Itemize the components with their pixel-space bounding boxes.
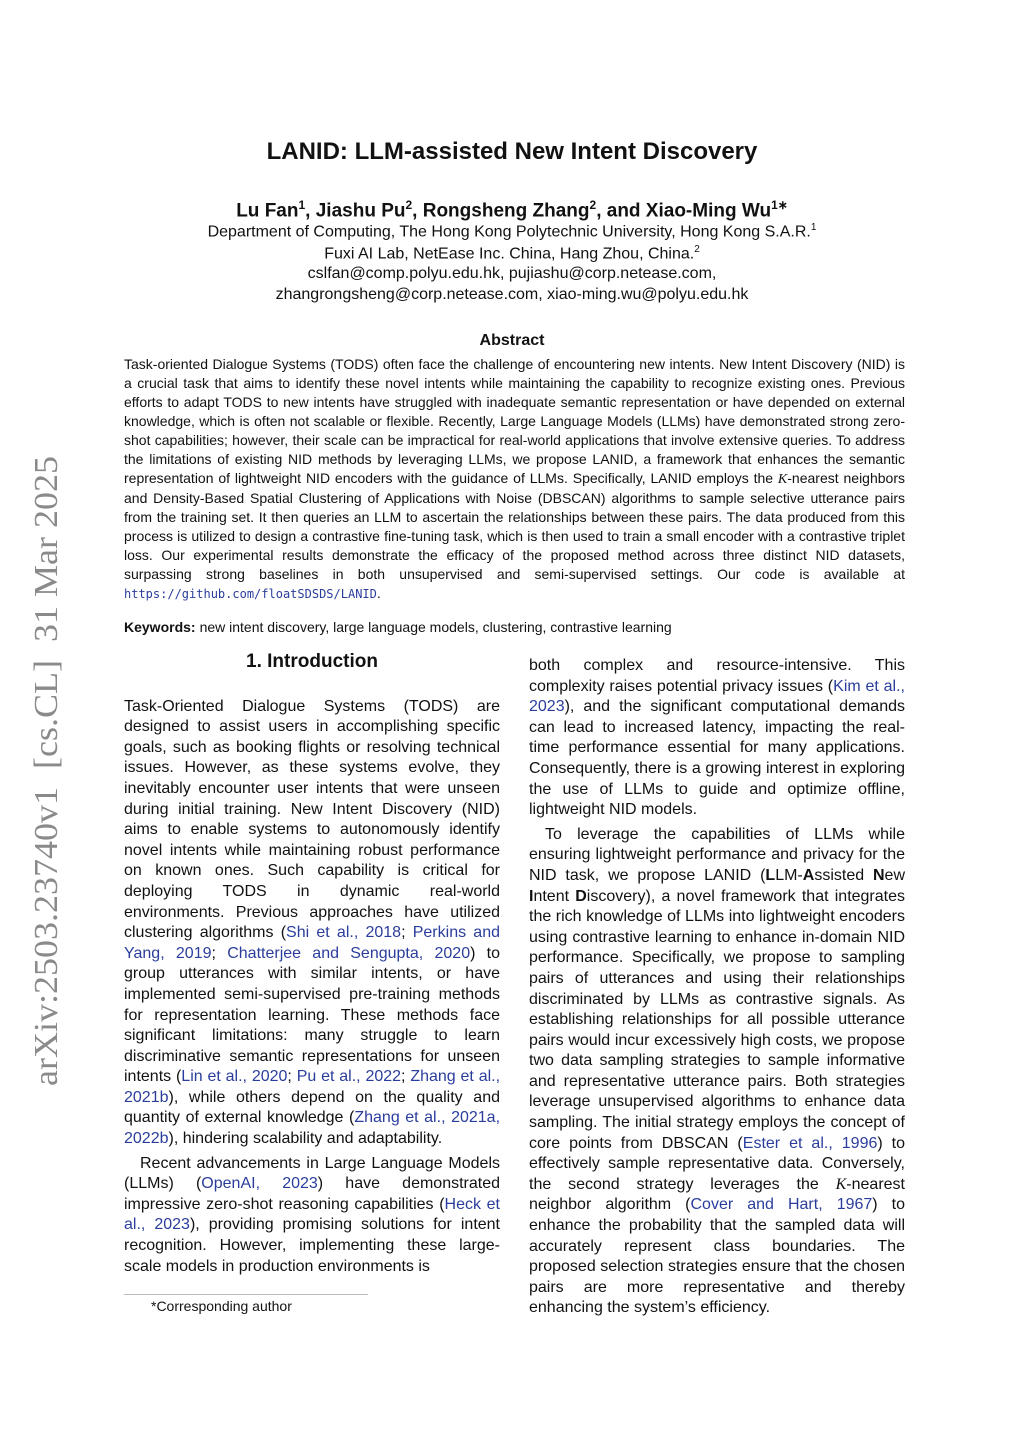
citation-link[interactable]: Zhang et al., 2021b: [124, 1068, 501, 1106]
citation-year: 2023: [154, 1216, 190, 1234]
text-run: both complex and resource-intensive. This complexity raises potential privacy issues (: [529, 657, 905, 695]
text-run: ntent: [533, 887, 576, 905]
author-affiliation-marker: 2: [405, 198, 413, 212]
keywords-line: [124, 619, 905, 635]
text-run: ), a novel framework that integrates the rich knowledge of LLMs into lightweight encoders using contrastive learning to enhance in-domain NID performance. Specifically, we propose to sampling pairs of utterances and using their relationships discriminated by LLMs as contrastive signals. As establishing relationships for all possible utterance pairs would incur excessively high costs, we propose two data sampling strategies to sample informative and representative utterance pairs. Both strategies leverage unsupervised algorithms to enhance data sampling. The initial strategy employs the concept of core points from DBSCAN (: [529, 887, 906, 1152]
citation-author: OpenAI: [201, 1175, 256, 1193]
arxiv-identifier-stamp: [20, 450, 70, 1090]
acronym-letter: I: [529, 887, 534, 905]
author-name: Rongsheng Zhang: [422, 200, 590, 222]
text-run: ), hindering scalability and adaptability.: [168, 1130, 443, 1148]
citation-link[interactable]: Kim et al., 2023: [529, 677, 905, 716]
text-run: ), providing promising solutions for intent recognition. However, implementing these large-scale models in production environments is: [124, 1216, 501, 1275]
affiliation-marker: 2: [694, 244, 700, 255]
text-run: ) to enhance the probability that the sampled data will accurately represent class boundaries. The proposed selection strategies ensure that the chosen pairs are more representative and thereby enhancing the system’s efficiency.: [529, 1196, 906, 1317]
author-name: Lu Fan: [236, 200, 299, 222]
text-run: ew: [884, 866, 905, 884]
abstract-text: [124, 355, 905, 604]
author-affiliation-marker: 1: [298, 198, 306, 212]
keywords-text: new intent discovery, large language models, clustering, contrastive learning: [199, 619, 672, 635]
abstract-text-part: Task-oriented Dialogue Systems (TODS) often face the challenge of encountering new intents. New Intent Discovery (NID) is a crucial task that aims to identify these novel intents while maintaining the capability to recognize existing ones. Previous efforts to adapt TODS to new intents have struggled with inadequate semantic representation or have depended on external knowledge, which is often not scalable or flexible. Recently, Large Language Models (LLMs) have demonstrated strong zero-shot capabilities; however, their scale can be impractical for real-world applications that involve extensive queries. To address the limitations of existing NID methods by leveraging LLMs, we propose LANID, a framework that enhances the semantic representation of lightweight NID encoders with the guidance of LLMs. Specifically, LANID employs the: [124, 356, 905, 486]
affiliation-line: [0, 244, 1024, 263]
footnote-divider: [124, 1294, 368, 1295]
citation-link[interactable]: Heck et al., 2023: [124, 1195, 500, 1234]
citation-year: 1996: [841, 1134, 878, 1152]
paragraph: [529, 656, 905, 821]
citation-author: Ester et al.: [742, 1134, 829, 1152]
math-symbol: K: [835, 1175, 847, 1193]
paper-title: LANID: LLM-assisted New Intent Discovery: [266, 138, 758, 165]
arxiv-identifier-text: arXiv:2503.23740v1 [cs.CL] 31 Mar 2025: [28, 491, 65, 1086]
text-run: ) to effectively sample representative data. Conversely, the second strategy leverages the: [529, 1134, 906, 1193]
text-run: ), while others depend on the quality and quantity of external knowledge (: [124, 1088, 500, 1127]
keywords-label: Keywords:: [124, 619, 196, 635]
citation-year: 2020: [251, 1068, 288, 1086]
citation-author: Cover and Hart: [690, 1196, 819, 1214]
author-affiliation-marker: 1∗: [771, 198, 788, 212]
citation-link[interactable]: Ester et al., 1996: [742, 1134, 878, 1152]
author-emails: zhangrongsheng@corp.netease.com, xiao-ming.wu@polyu.edu.hk: [275, 286, 749, 303]
right-column: [529, 656, 905, 1319]
abstract-text-part: -nearest neighbors and Density-Based Spatial Clustering of Applications with Noise (DBSCAN) algorithms to sample selective utterance pairs from the training set. It then queries an LLM to ascertain the relationships between these pairs. The data produced from this process is utilized to design a contrastive fine-tuning task, which is then used to train a small encoder with a contrastive triplet loss. Our experimental results demonstrate the efficacy of the proposed method across three distinct NID datasets, surpassing strong baselines in both unsupervised and semi-supervised settings. Our code is available at: [124, 470, 905, 582]
paragraph: [529, 825, 905, 1319]
author-name: and Xiao-Ming Wu: [606, 200, 772, 222]
text-run: ) to group utterances with similar intents, or have implemented semi-supervised pre-training methods for representation learning. These methods face significant limitations: many struggle to learn discriminative semantic representations for unseen intents (: [124, 944, 501, 1086]
citation-year: 2021a: [451, 1109, 496, 1127]
affiliation-marker: 1: [810, 222, 817, 233]
citation-author: Perkins and Yang: [124, 924, 500, 962]
citation-author: Zhang et al.: [410, 1068, 496, 1086]
acronym-letter: L: [765, 866, 776, 884]
acronym-letter: A: [802, 866, 815, 884]
text-run: Task-Oriented Dialogue Systems (TODS) are designed to assist users in accomplishing specific goals, such as booking flights or resolving technical issues. However, as these systems evolve, they inevitably encounter user intents that were unseen during initial training. New Intent Discovery (NID) aims to enable systems to autonomously identify novel intents while maintaining robust performance on known ones. Such capability is critical for deploying TODS in dynamic real-world environments. Previous approaches have utilized clustering algorithms (: [124, 697, 500, 942]
citation-author: Pu et al.: [296, 1068, 357, 1086]
citation-link[interactable]: Zhang et al., 2021a, 2022b: [124, 1109, 501, 1148]
citation-author: Shi et al.: [286, 924, 354, 942]
affiliation-text: Fuxi AI Lab, NetEase Inc. China, Hang Zhou, China.: [324, 245, 695, 263]
citation-year: 2021b: [124, 1088, 169, 1106]
citation-link[interactable]: Cover and Hart, 1967: [690, 1196, 873, 1214]
citation-link[interactable]: Shi et al., 2018: [286, 924, 402, 942]
citation-link[interactable]: Perkins and Yang, 2019: [124, 924, 500, 962]
text-run: To leverage the capabilities of LLMs while ensuring lightweight performance and privacy for the NID task, we propose LANID (: [529, 825, 905, 884]
section-heading: 1. Introduction: [246, 651, 378, 672]
footnote-corresponding-author: *Corresponding author: [151, 1298, 292, 1314]
paragraph: Task-Oriented Dialogue Systems (TODS) are designed to assist users in accomplishing specific goals, such as booking flights or resolving technical issues. However, as these systems evolve, they inevitably encounter user intents that were unseen during initial training. New Intent Discovery (NID) aims to enable systems to autonomously identify novel intents while maintaining robust performance on known ones. Such capability is critical for deploying TODS in dynamic real-world environments. Previous approaches have utilized clustering algorithms (Shi et al., 2018; Perkins and Yang, 2019; Chatterjee and Sengupta, 2020) to group utterances with similar intents, or have implemented semi-supervised pre-training methods for representation learning. These methods face significant limitations: many struggle to learn discriminative semantic representations for unseen intents (Lin et al., 2020; Pu et al., 2022; Zhang et al., 2021b), while others depend on the quality and quantity of external knowledge (Zhang et al., 2021a, 2022b), hindering scalability and adaptability.: [124, 697, 501, 1148]
affiliation-text: Department of Computing, The Hong Kong Polytechnic University, Hong Kong S.A.R.: [207, 223, 811, 241]
author-name: Jiashu Pu: [315, 200, 406, 222]
citation-author: Zhang et al.: [354, 1109, 442, 1127]
text-run: LM-: [775, 866, 803, 884]
text-run: ) have demonstrated impressive zero-shot reasoning capabilities (: [124, 1175, 500, 1213]
math-symbol: K: [777, 472, 788, 487]
code-repository-link[interactable]: https://github.com/floatSDSDS/LANID: [124, 587, 377, 601]
text-run: ), and the significant computational demands can lead to increased latency, impacting the real-time performance essential for many applications. Consequently, there is a growing interest in exploring the use of LLMs to guide and optimize offline, lightweight NID models.: [529, 698, 905, 819]
left-column: [124, 652, 500, 1277]
citation-author: Kim et al.: [833, 677, 901, 695]
citation-author: Heck et al.: [124, 1195, 500, 1234]
affiliation-line: [0, 222, 1024, 241]
text-run: Recent advancements in Large Language Models (LLMs) (: [124, 1154, 500, 1193]
abstract-heading: Abstract: [479, 332, 545, 349]
citation-year: 2019: [175, 944, 212, 962]
author-emails: cslfan@comp.polyu.edu.hk, pujiashu@corp.netease.com,: [307, 265, 717, 282]
citation-link[interactable]: OpenAI, 2023: [201, 1175, 318, 1193]
citation-year: 2023: [282, 1175, 318, 1193]
citation-link[interactable]: Pu et al., 2022: [296, 1068, 402, 1086]
citation-year: 2020: [434, 944, 471, 962]
text-run: iscovery: [586, 887, 646, 905]
paragraph: [124, 1154, 500, 1278]
citation-year: 2023: [529, 698, 565, 716]
citation-author: Chatterjee and Sengupta: [227, 944, 419, 962]
acronym-letter: N: [872, 866, 885, 884]
citation-link[interactable]: Chatterjee and Sengupta, 2020: [227, 944, 471, 962]
author-affiliation-marker: 2: [589, 198, 597, 212]
citation-year: 2018: [365, 924, 402, 942]
author-list: Lu Fan$^1$, Jiashu Pu$^2$, Rongsheng Zhang$^2$, and Xiao-Ming $Wu^{1∗}$: [236, 198, 788, 222]
citation-year: 2022: [365, 1068, 402, 1086]
text-run: -nearest neighbor algorithm (: [529, 1175, 905, 1214]
citation-year: 1967: [836, 1196, 873, 1214]
abstract-text-part: .: [376, 585, 381, 601]
citation-author: Lin et al.: [181, 1068, 243, 1086]
citation-link[interactable]: Lin et al., 2020: [181, 1068, 288, 1086]
citation-year: 2022b: [124, 1130, 169, 1148]
acronym-letter: D: [575, 887, 587, 905]
text-run: ssisted: [814, 866, 873, 884]
